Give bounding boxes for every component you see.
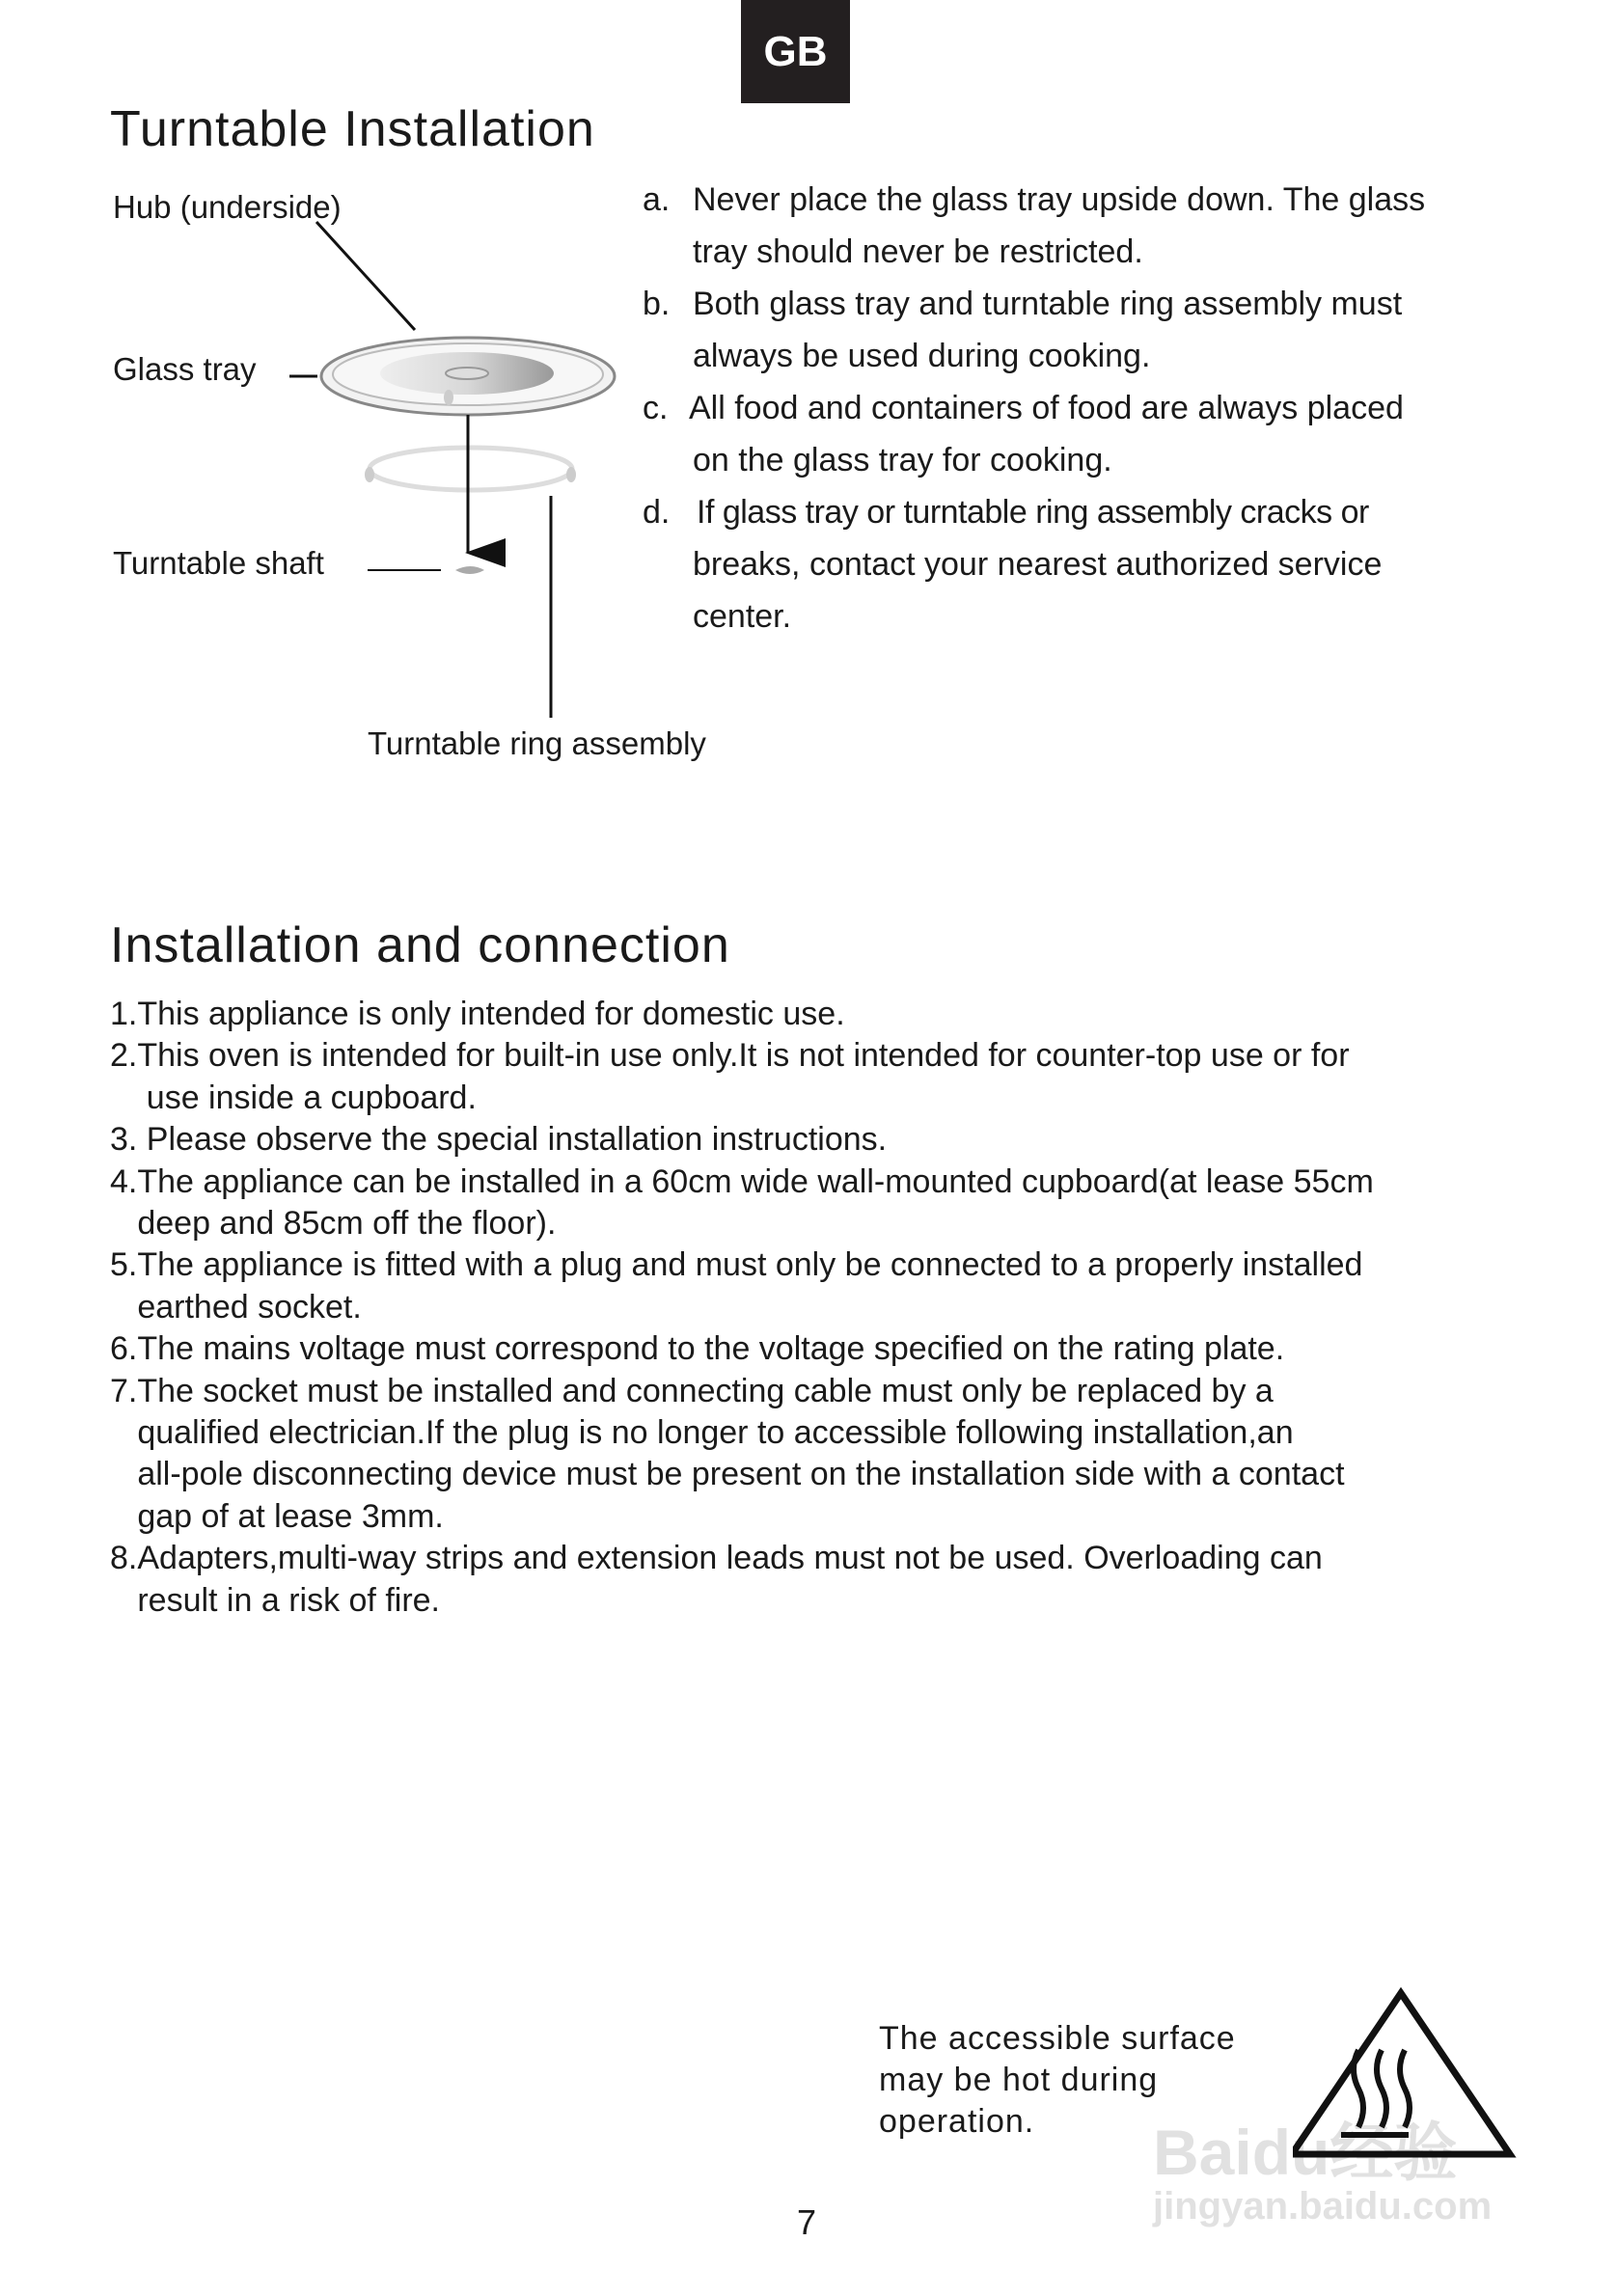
item-marker: c. (643, 390, 669, 426)
section-title-installation: Installation and connection (110, 917, 730, 973)
list-line: 3. Please observe the special installation instructions. (110, 1121, 888, 1159)
page-number: 7 (797, 2202, 817, 2242)
label-glass-tray: Glass tray (113, 351, 257, 387)
list-line: 4.The appliance can be installed in a 60cm wide wall-mounted cupboard(at lease 55cm (110, 1162, 1374, 1200)
item-marker: a. (643, 181, 671, 218)
item-line: Both glass tray and turntable ring assembly must (693, 286, 1403, 322)
list-line: earthed socket. (110, 1288, 362, 1326)
warning-line: may be hot during (879, 2062, 1159, 2098)
list-line: 5.The appliance is fitted with a plug and must only be connected to a properly installed (110, 1246, 1363, 1284)
list-line: 2.This oven is intended for built-in use only.It is not intended for counter-top use or for (110, 1037, 1350, 1075)
watermark-url: jingyan.baidu.com (1153, 2185, 1493, 2228)
hot-surface-icon (1293, 1978, 1524, 2171)
list-line: result in a risk of fire. (110, 1581, 440, 1619)
item-line: All food and containers of food are always placed (689, 390, 1404, 426)
item-marker: b. (643, 286, 671, 322)
warning-line: operation. (879, 2103, 1035, 2140)
item-line: center. (693, 598, 792, 635)
installation-list (110, 994, 1374, 1622)
section-title-turntable: Turntable Installation (110, 101, 595, 157)
turntable-instructions (643, 174, 1569, 656)
list-line: use inside a cupboard. (110, 1079, 477, 1116)
list-line: 7.The socket must be installed and connecting cable must only be replaced by a (110, 1372, 1274, 1409)
list-line: qualified electrician.If the plug is no longer to accessible following installation,an (110, 1414, 1294, 1452)
item-line: If glass tray or turntable ring assembly cracks or (697, 494, 1369, 531)
list-line: 8.Adapters,multi-way strips and extension leads must not be used. Overloading can (110, 1540, 1323, 1577)
item-marker: d. (643, 494, 671, 531)
list-line: 6.The mains voltage must correspond to the voltage specified on the rating plate. (110, 1330, 1285, 1368)
item-line: tray should never be restricted. (693, 233, 1143, 270)
item-line: breaks, contact your nearest authorized service (693, 546, 1383, 583)
label-turntable-ring: Turntable ring assembly (368, 725, 706, 761)
warning-line: The accessible surface (879, 2020, 1236, 2057)
item-line: always be used during cooking. (693, 338, 1151, 374)
label-hub: Hub (underside) (113, 189, 342, 225)
language-badge: GB (741, 0, 850, 103)
item-line: Never place the glass tray upside down. The glass (693, 181, 1426, 218)
list-line: deep and 85cm off the floor). (110, 1205, 557, 1243)
turntable-shaft-illustration (455, 566, 484, 574)
list-line: 1.This appliance is only intended for domestic use. (110, 996, 845, 1032)
list-line: gap of at lease 3mm. (110, 1497, 444, 1535)
item-line: on the glass tray for cooking. (693, 442, 1112, 478)
watermark-logo: Baidu经验 (1153, 2117, 1458, 2188)
label-turntable-shaft: Turntable shaft (113, 545, 324, 581)
list-line: all-pole disconnecting device must be present on the installation side with a contact (110, 1456, 1345, 1493)
glass-tray-illustration (321, 338, 615, 415)
